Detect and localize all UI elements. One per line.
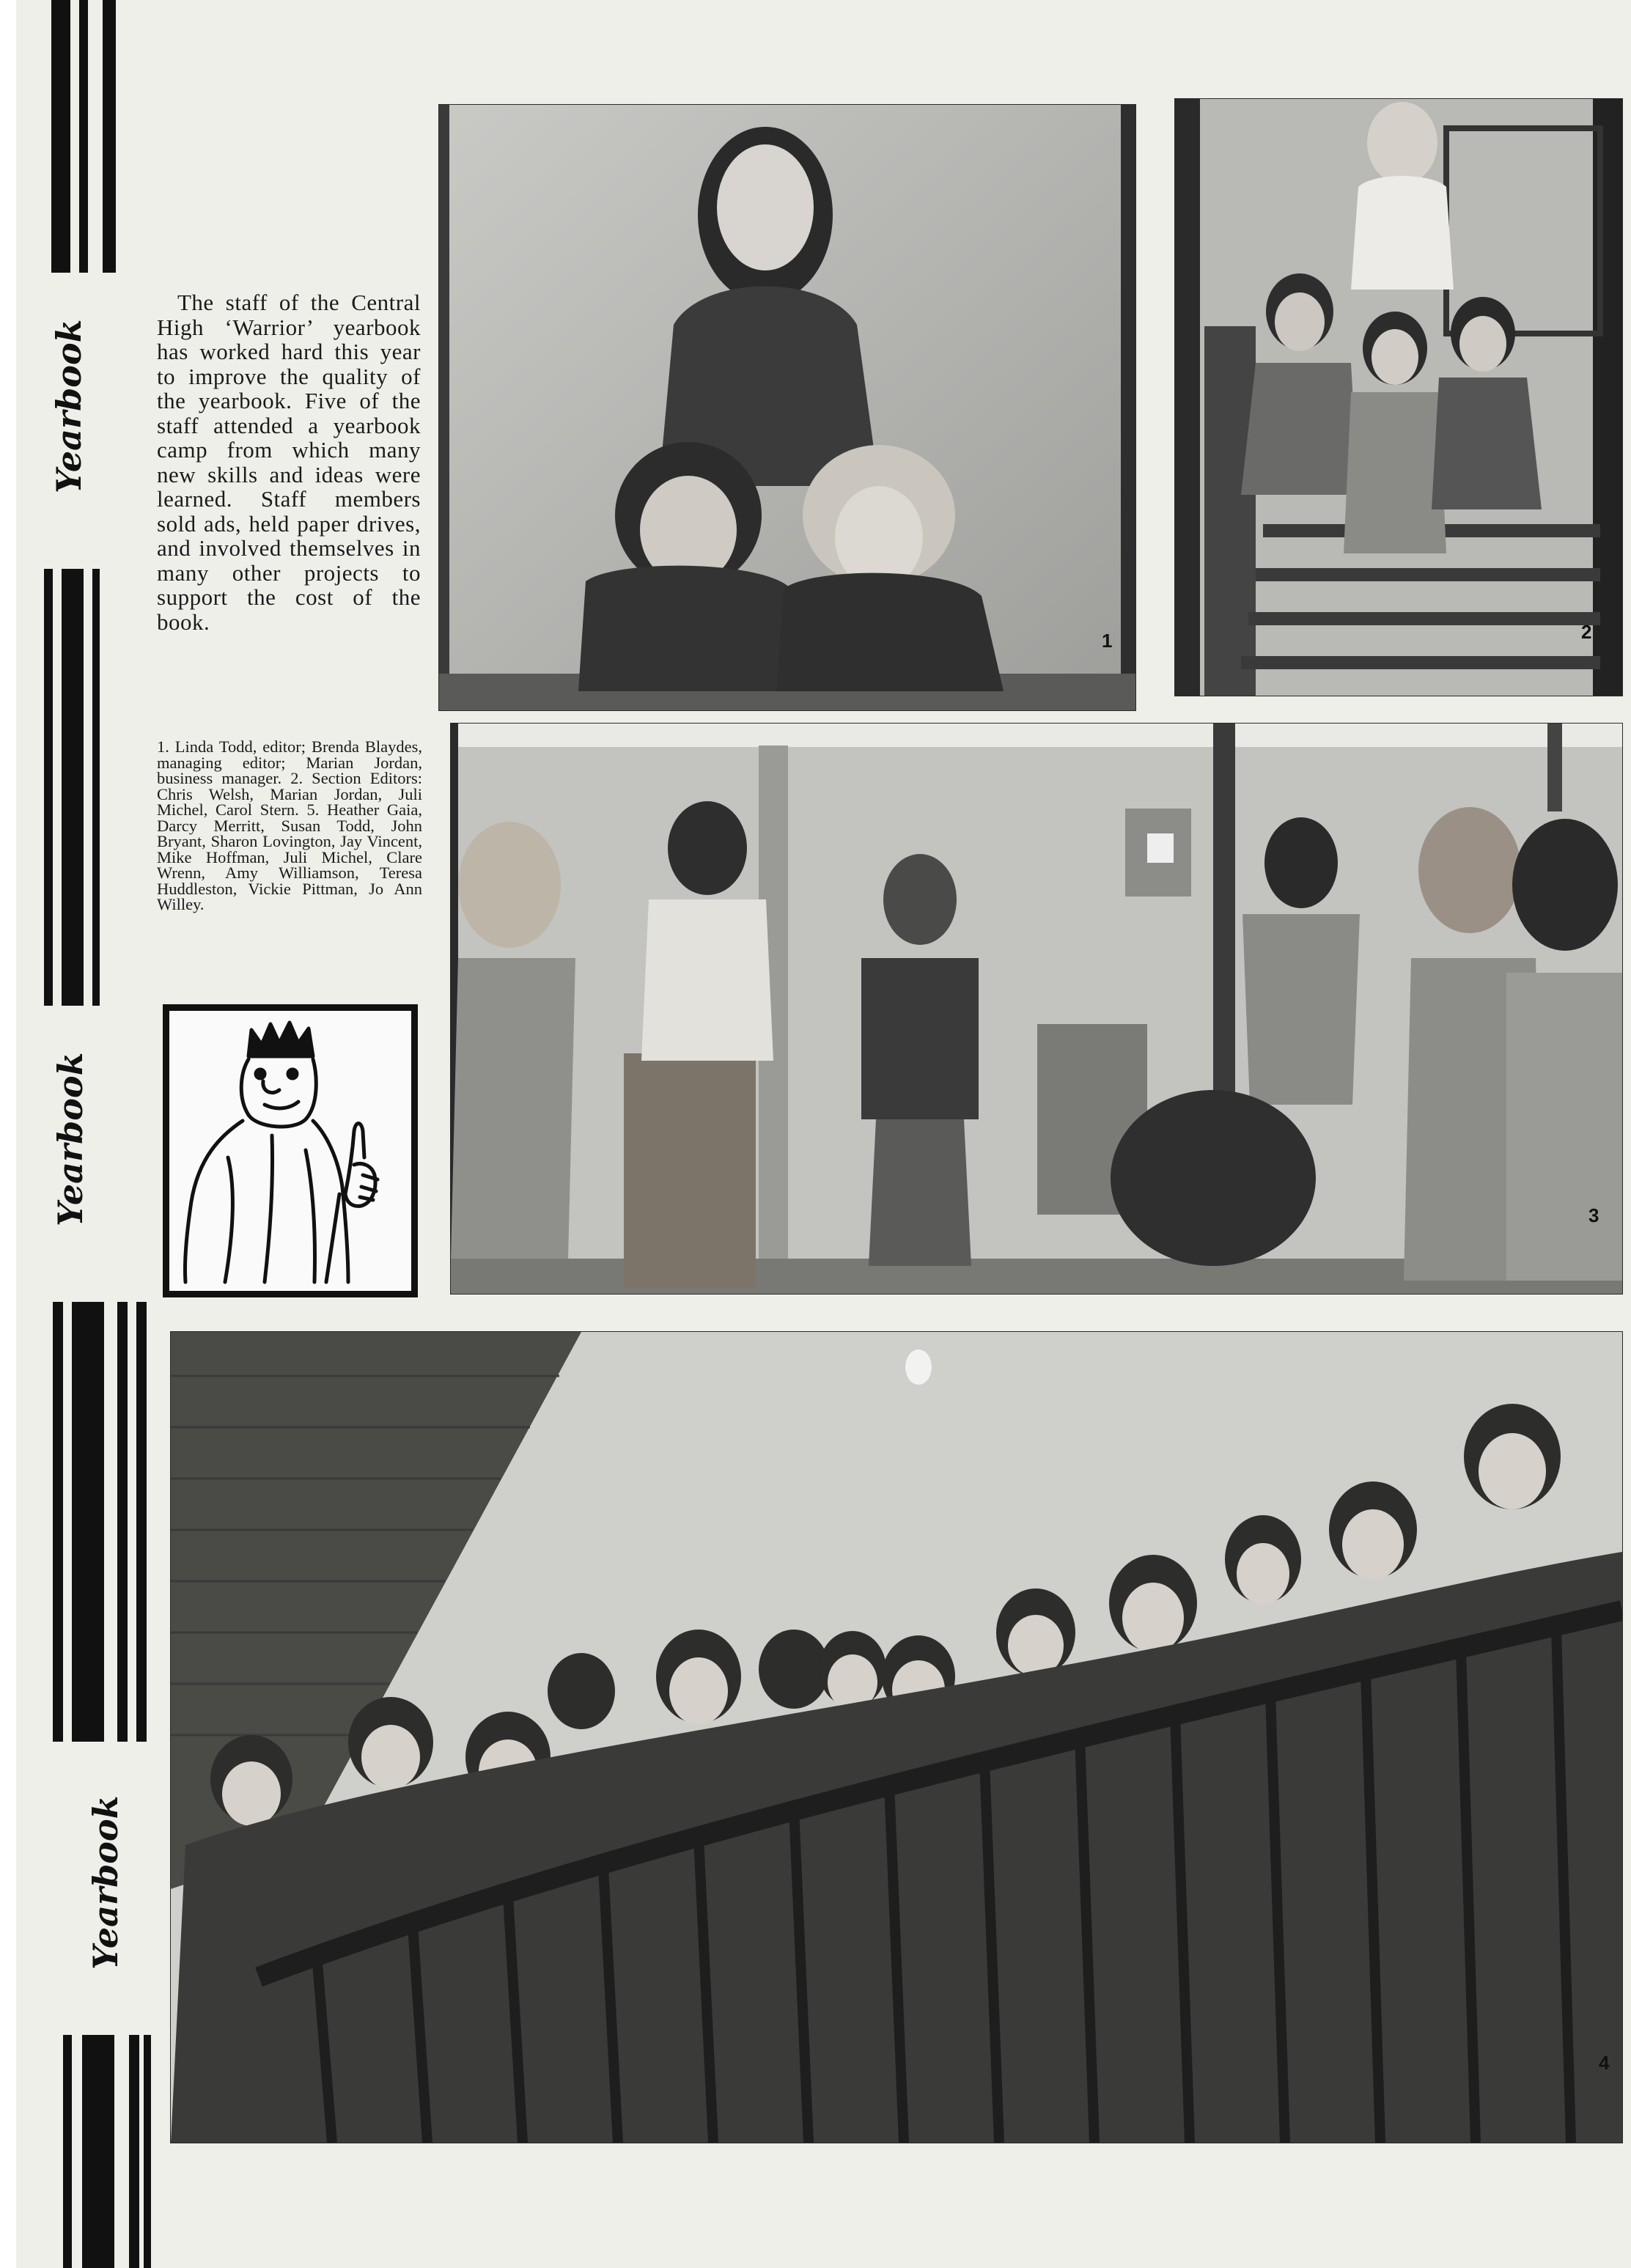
decorative-bar: [103, 0, 116, 273]
decorative-bar: [44, 569, 53, 1006]
decorative-bar: [51, 0, 70, 273]
photo-number: 2: [1581, 621, 1592, 643]
decorative-bar: [129, 2035, 139, 2268]
decorative-bar: [63, 2035, 72, 2268]
photo-4-staff-on-balcony: [170, 1331, 1623, 2143]
photo-1-editors-pyramid: [438, 104, 1136, 711]
warrior-mascot-drawing: [169, 1011, 411, 1291]
photo-3-staff-meeting: [450, 723, 1623, 1295]
decorative-bar: [144, 2035, 151, 2268]
photo-3-image: [451, 724, 1622, 1294]
photo-number: 3: [1588, 1204, 1599, 1226]
decorative-bar: [117, 1302, 128, 1742]
decorative-bar: [72, 1302, 104, 1742]
decorative-bar: [79, 0, 88, 273]
photo-1-image: [439, 105, 1135, 710]
photo-number: 4: [1599, 2052, 1610, 2074]
photo-2-image: [1175, 99, 1622, 696]
page-spine-edge: [0, 0, 16, 2268]
section-label: Yearbook: [49, 319, 89, 493]
section-label: Yearbook: [51, 1052, 90, 1226]
decorative-bar: [53, 1302, 63, 1742]
decorative-bar: [136, 1302, 147, 1742]
decorative-bar: [82, 2035, 114, 2268]
photo-2-section-editors: [1174, 98, 1623, 696]
decorative-bar: [62, 569, 84, 1006]
photo-credits-caption: 1. Linda Todd, editor; Brenda Blaydes, managing editor; Marian Jordan, business manager. 2. Section Editors: Chris Welsh, Marian Jordan, Juli Michel, Carol Stern. 5. Heather Gaia, Darcy Merritt, Susan Todd, John Bryant, Sharon Lovington, Jay Vincent, Mike Hoffman, Juli Michel, Clare Wrenn, Amy Williamson, Teresa Huddleston, Vickie Pittman, Jo Ann Willey.: [157, 737, 422, 913]
photo-4-image: [171, 1332, 1622, 2143]
photo-number: 1: [1102, 630, 1113, 652]
section-label: Yearbook: [86, 1795, 125, 1970]
decorative-bar: [92, 569, 100, 1006]
warrior-mascot-cartoon: [163, 1004, 418, 1297]
intro-paragraph: The staff of the Central High ‘Warrior’ yearbook has worked hard this year to improve the quality of the yearbook. Five of the staff attended a yearbook camp from which many new skills and ideas were learned. Staff members sold ads, held paper drives, and involved themselves in many other projects to support the cost of the book.: [157, 290, 421, 635]
